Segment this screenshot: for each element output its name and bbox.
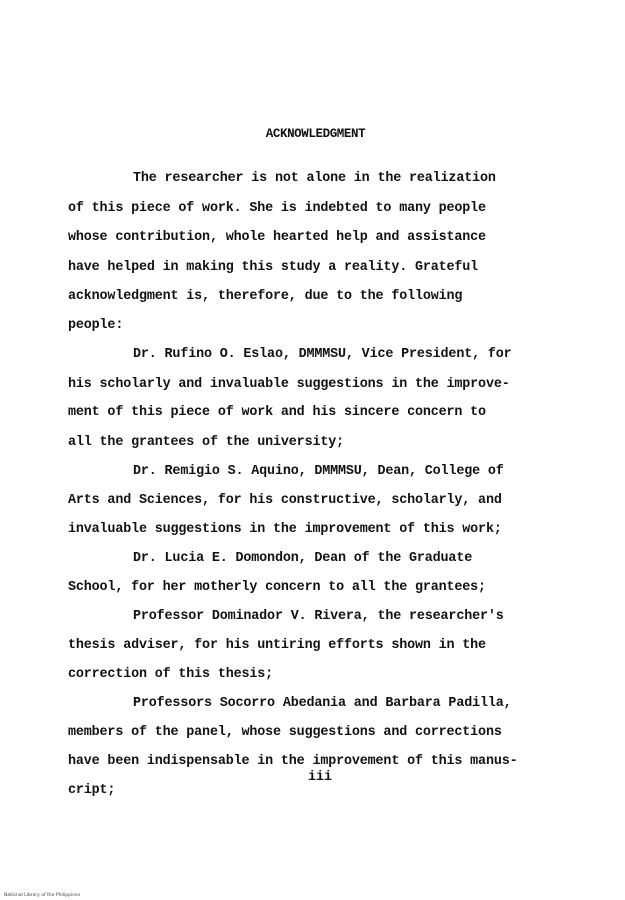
text-line-17: thesis adviser, for his untiring efforts shown in the: [68, 638, 486, 653]
page-number: iii: [307, 770, 333, 785]
text-line-16: Professor Dominador V. Rivera, the researcher's: [133, 609, 504, 624]
text-line-9: ment of this piece of work and his sincere concern to: [68, 405, 486, 420]
text-line-12: Arts and Sciences, for his constructive, scholarly, and: [68, 493, 502, 508]
text-line-4: have helped in making this study a reality. Grateful: [68, 260, 479, 275]
text-line-2: of this piece of work. She is indebted to many people: [68, 201, 486, 216]
text-line-10: all the grantees of the university;: [68, 435, 344, 450]
text-line-19: Professors Socorro Abedania and Barbara Padilla,: [133, 696, 512, 711]
text-line-7: Dr. Rufino O. Eslao, DMMMSU, Vice President, for: [133, 347, 512, 362]
text-line-8: his scholarly and invaluable suggestions in the improve-: [68, 377, 510, 392]
text-line-18: correction of this thesis;: [68, 667, 274, 682]
text-line-11: Dr. Remigio S. Aquino, DMMMSU, Dean, College of: [133, 464, 504, 479]
text-line-15: School, for her motherly concern to all the grantees;: [68, 580, 486, 595]
text-line-20: members of the panel, whose suggestions and corrections: [68, 725, 502, 740]
text-line-22: cript;: [68, 783, 116, 798]
footer-note: National Library of the Philippines: [4, 893, 81, 898]
text-line-1: The researcher is not alone in the realization: [133, 171, 496, 186]
text-line-13: invaluable suggestions in the improvement of this work;: [68, 522, 502, 537]
page-title: ACKNOWLEDGMENT: [265, 127, 366, 141]
text-line-14: Dr. Lucia E. Domondon, Dean of the Graduate: [133, 551, 473, 566]
text-line-21: have been indispensable in the improvement of this manus-: [68, 754, 518, 769]
text-line-6: people:: [68, 318, 124, 333]
text-line-5: acknowledgment is, therefore, due to the following: [68, 289, 463, 304]
text-line-3: whose contribution, whole hearted help and assistance: [68, 230, 486, 245]
